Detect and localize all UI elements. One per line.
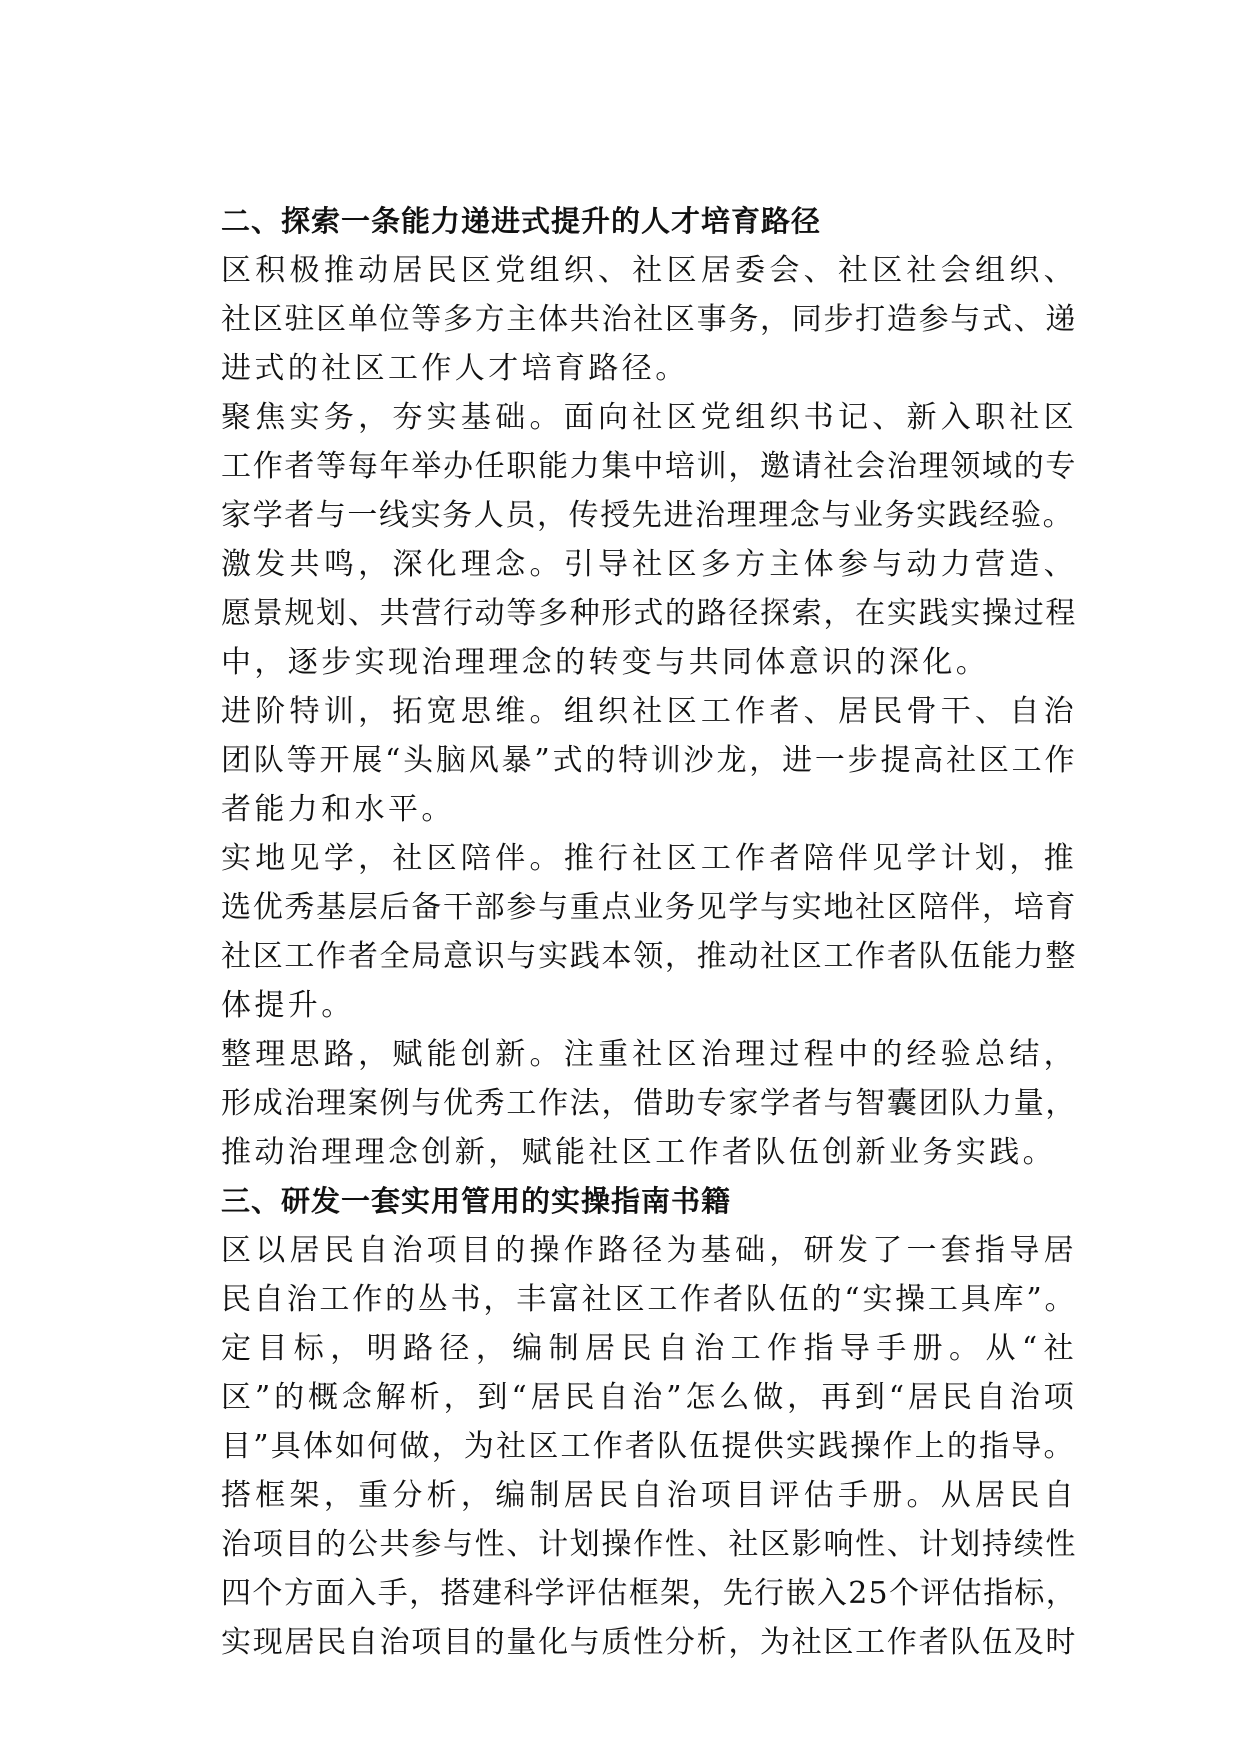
- paragraph: [157, 1324, 1077, 1471]
- text-line: 聚焦实务，夯实基础。面向社区党组织书记、新入职社区: [221, 400, 1077, 435]
- paragraph: [157, 1030, 1077, 1177]
- text-line: 四个方面入手，搭建科学评估框架，先行嵌入25个评估指标，: [221, 1576, 1077, 1611]
- text-line: 激发共鸣，深化理念。引导社区多方主体参与动力营造、: [221, 547, 1077, 582]
- document-body: [157, 197, 1077, 1667]
- text-line: 中，逐步实现治理理念的转变与共同体意识的深化。: [221, 645, 990, 680]
- text-line: 治项目的公共参与性、计划操作性、社区影响性、计划持续性: [221, 1527, 1077, 1562]
- paragraph: [157, 1471, 1077, 1667]
- section-heading: 二、探索一条能力递进式提升的人才培育路径: [221, 204, 822, 238]
- text-line: 愿景规划、共营行动等多种形式的路径探索，在实践实操过程: [221, 596, 1077, 631]
- text-line: 团队等开展“头脑风暴”式的特训沙龙，进一步提高社区工作: [221, 743, 1078, 778]
- paragraph: [157, 540, 1077, 687]
- text-line: 者能力和水平。: [221, 792, 455, 827]
- text-line: 民自治工作的丛书，丰富社区工作者队伍的“实操工具库”。: [221, 1282, 1078, 1317]
- text-line: 形成治理案例与优秀工作法，借助专家学者与智囊团队力量，: [221, 1086, 1077, 1121]
- paragraph: [157, 393, 1077, 540]
- section-heading: 三、研发一套实用管用的实操指南书籍: [221, 1184, 732, 1218]
- text-line: 区以居民自治项目的操作路径为基础，研发了一套指导居: [221, 1233, 1077, 1268]
- text-line: 家学者与一线实务人员，传授先进治理理念与业务实践经验。: [221, 498, 1075, 533]
- section-3: [157, 1177, 1077, 1667]
- section-2: [157, 197, 1077, 1177]
- text-line: 选优秀基层后备干部参与重点业务见学与实地社区陪伴，培育: [221, 890, 1077, 925]
- text-line: 整理思路，赋能创新。注重社区治理过程中的经验总结，: [221, 1037, 1077, 1072]
- text-line: 目”具体如何做，为社区工作者队伍提供实践操作上的指导。: [221, 1429, 1076, 1464]
- text-line: 社区驻区单位等多方主体共治社区事务，同步打造参与式、递: [221, 302, 1077, 337]
- text-line: 社区工作者全局意识与实践本领，推动社区工作者队伍能力整: [221, 939, 1077, 974]
- paragraph: [157, 834, 1077, 1030]
- text-line: 工作者等每年举办任职能力集中培训，邀请社会治理领域的专: [221, 449, 1077, 484]
- paragraph: [157, 246, 1077, 393]
- text-line: 定目标，明路径，编制居民自治工作指导手册。从“社: [221, 1331, 1077, 1366]
- text-line: 体提升。: [221, 988, 355, 1023]
- text-line: 进阶特训，拓宽思维。组织社区工作者、居民骨干、自治: [221, 694, 1077, 729]
- text-line: 实现居民自治项目的量化与质性分析，为社区工作者队伍及时: [221, 1625, 1077, 1660]
- paragraph: [157, 1226, 1077, 1324]
- text-line: 区”的概念解析，到“居民自治”怎么做，再到“居民自治项: [221, 1380, 1077, 1415]
- text-line: 进式的社区工作人才培育路径。: [221, 351, 689, 386]
- text-line: 推动治理理念创新，赋能社区工作者队伍创新业务实践。: [221, 1135, 1056, 1170]
- text-line: 搭框架，重分析，编制居民自治项目评估手册。从居民自: [221, 1478, 1077, 1513]
- text-line: 实地见学，社区陪伴。推行社区工作者陪伴见学计划，推: [221, 841, 1077, 876]
- text-line: 区积极推动居民区党组织、社区居委会、社区社会组织、: [221, 253, 1077, 288]
- paragraph: [157, 687, 1077, 834]
